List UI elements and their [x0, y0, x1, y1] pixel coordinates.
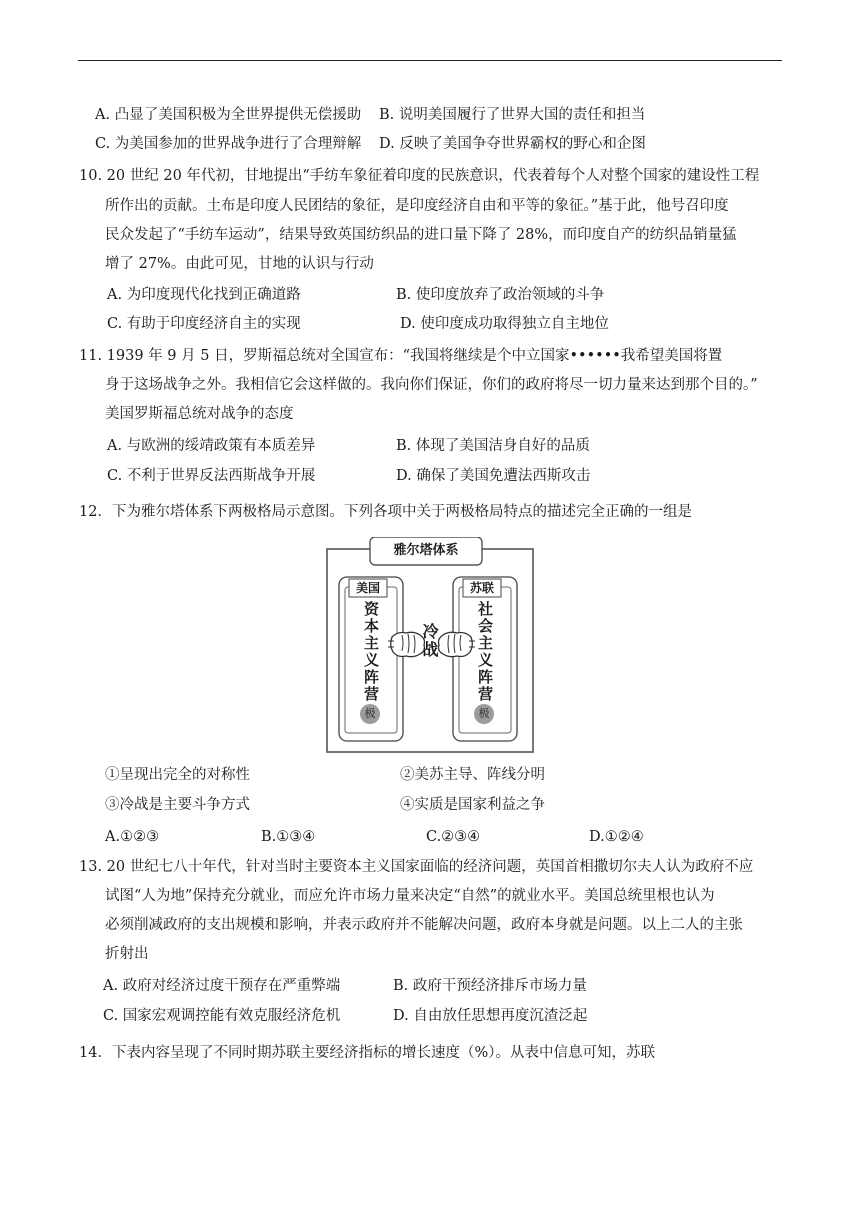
cold-war-label: 冷战: [420, 623, 439, 659]
q9-option-b[interactable]: B. 说明美国履行了世界大国的责任和担当: [379, 107, 646, 123]
q13-option-d[interactable]: D. 自由放任思想再度沉渣泛起: [393, 1008, 588, 1024]
usa-label: 美国: [355, 581, 380, 595]
q10-stem-line-1: 10. 20 世纪 20 年代初，甘地提出“手纺车象征着印度的民族意识，代表着每个人对整个国家的建设性工程: [79, 168, 760, 184]
q9-option-a[interactable]: A. 凸显了美国积极为全世界提供无偿援助: [95, 107, 362, 123]
q12-statement-3: ③冷战是主要斗争方式: [105, 797, 250, 813]
q13-stem-line-4: 折射出: [105, 946, 149, 962]
q12-option-a[interactable]: A.①②③: [105, 829, 160, 845]
q10-stem-line-3: 民众发起了“手纺车运动”，结果导致英国纺织品的进口量下降了 28%，而印度自产的纺织品销量猛: [105, 227, 737, 243]
q12-statement-4: ④实质是国家利益之争: [400, 797, 545, 813]
yalta-diagram: [326, 537, 534, 753]
right-fist-icon: [435, 627, 475, 661]
q10-stem-line-4: 增了 27%。由此可见，甘地的认识与行动: [105, 256, 374, 272]
q12-option-d[interactable]: D.①②④: [589, 829, 644, 845]
q10-option-a[interactable]: A. 为印度现代化找到正确道路: [107, 287, 301, 303]
q12-stem: 12．下为雅尔塔体系下两极格局示意图。下列各项中关于两极格局特点的描述完全正确的一组是: [79, 504, 692, 520]
q10-option-c[interactable]: C. 有助于印度经济自主的实现: [107, 316, 301, 332]
q12-option-c[interactable]: C.②③④: [426, 829, 481, 845]
q12-statement-1: ①呈现出完全的对称性: [105, 767, 250, 783]
q9-option-d[interactable]: D. 反映了美国争夺世界霸权的野心和企图: [379, 136, 646, 152]
q14-stem: 14．下表内容呈现了不同时期苏联主要经济指标的增长速度（%）。从表中信息可知，苏联: [79, 1045, 655, 1061]
q13-option-b[interactable]: B. 政府干预经济排斥市场力量: [393, 978, 587, 994]
socialist-camp-label: 社会主义阵营: [476, 601, 494, 703]
capitalist-camp-label: 资本主义阵营: [362, 601, 380, 703]
q13-option-c[interactable]: C. 国家宏观调控能有效克服经济危机: [103, 1008, 341, 1024]
right-pole-badge: 极: [478, 707, 490, 720]
header-rule: [78, 60, 782, 61]
q13-stem-line-2: 试图“人为地”保持充分就业，而应允许市场力量来决定“自然”的就业水平。美国总统里根也认为: [105, 888, 715, 904]
q11-stem-line-1: 11. 1939 年 9 月 5 日，罗斯福总统对全国宣布：“我国将继续是个中立国家••••••我希望美国将置: [79, 348, 723, 364]
q10-stem-line-2: 所作出的贡献。土布是印度人民团结的象征，是印度经济自由和平等的象征。”基于此，他号召印度: [105, 198, 729, 214]
diagram-title: 雅尔塔体系: [393, 543, 459, 558]
q9-option-c[interactable]: C. 为美国参加的世界战争进行了合理辩解: [95, 136, 362, 152]
q13-option-a[interactable]: A. 政府对经济过度干预存在严重弊端: [103, 978, 341, 994]
q10-option-b[interactable]: B. 使印度放弃了政治领域的斗争: [396, 287, 605, 303]
q10-option-d[interactable]: D. 使印度成功取得独立自主地位: [400, 316, 609, 332]
q13-stem-line-3: 必须削减政府的支出规模和影响，并表示政府并不能解决问题，政府本身就是问题。以上二人的主张: [105, 917, 743, 933]
q12-statement-2: ②美苏主导、阵线分明: [400, 767, 545, 783]
q11-option-a[interactable]: A. 与欧洲的绥靖政策有本质差异: [107, 438, 316, 454]
ussr-label: 苏联: [469, 581, 494, 595]
q12-option-b[interactable]: B.①③④: [261, 829, 316, 845]
q11-option-b[interactable]: B. 体现了美国洁身自好的品质: [396, 438, 590, 454]
q11-option-c[interactable]: C. 不利于世界反法西斯战争开展: [107, 468, 316, 484]
q11-stem-line-2: 身于这场战争之外。我相信它会这样做的。我向你们保证，你们的政府将尽一切力量来达到那个目的。”: [105, 377, 758, 393]
q13-stem-line-1: 13. 20 世纪七八十年代，针对当时主要资本主义国家面临的经济问题，英国首相撒切尔夫人认为政府不应: [79, 859, 754, 875]
q11-stem-line-3: 美国罗斯福总统对战争的态度: [105, 406, 294, 422]
q11-option-d[interactable]: D. 确保了美国免遭法西斯攻击: [396, 468, 591, 484]
left-pole-badge: 极: [364, 707, 376, 720]
